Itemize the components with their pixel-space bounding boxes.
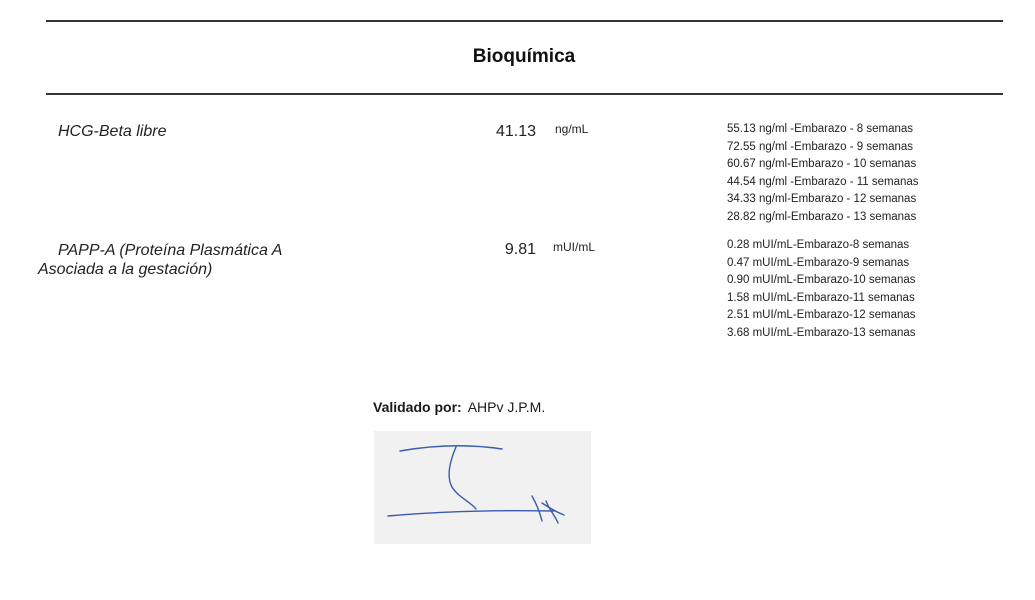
reference-line: 0.47 mUI/mL-Embarazo-9 semanas — [727, 256, 910, 269]
validation-block — [373, 399, 545, 415]
test-name-papp-a — [38, 241, 338, 279]
signature-image — [374, 431, 591, 544]
reference-line: 0.28 mUI/mL-Embarazo-8 semanas — [727, 239, 910, 251]
result-unit-papp-a: mUI/mL — [553, 240, 595, 254]
test-name-line: Asociada a la gestación) — [38, 261, 213, 278]
reference-line: 2.51 mUI/mL-Embarazo-12 semanas — [727, 309, 916, 321]
reference-line: 0.90 mUI/mL-Embarazo-10 semanas — [727, 274, 916, 286]
result-value-papp-a: 9.81 — [504, 241, 536, 258]
test-name-hcg: HCG-Beta libre — [58, 123, 167, 140]
reference-line: 44.54 ng/ml -Embarazo - 11 semanas — [727, 175, 919, 188]
reference-line: 3.68 mUI/mL-Embarazo-13 semanas — [727, 326, 916, 339]
reference-line: 28.82 ng/ml-Embarazo - 13 semanas — [727, 210, 917, 223]
test-name-line: PAPP-A (Proteína Plasmática A — [58, 242, 283, 259]
reference-range-hcg — [727, 121, 919, 226]
top-divider — [46, 20, 1003, 22]
reference-line: 72.55 ng/ml -Embarazo - 9 semanas — [727, 140, 914, 153]
header-divider — [46, 93, 1003, 95]
reference-line: 1.58 mUI/mL-Embarazo-11 semanas — [727, 291, 915, 304]
result-unit-hcg: ng/mL — [555, 122, 589, 136]
section-title: Bioquímica — [472, 46, 576, 67]
validated-by-label: Validado por: — [373, 399, 462, 415]
reference-line: 60.67 ng/ml-Embarazo - 10 semanas — [727, 158, 917, 170]
reference-line: 34.33 ng/ml-Embarazo - 12 semanas — [727, 193, 917, 205]
validator-name: AHPv J.P.M. — [467, 399, 546, 415]
reference-range-papp-a — [727, 237, 916, 342]
signature-drawing — [374, 431, 591, 544]
reference-line: 55.13 ng/ml -Embarazo - 8 semanas — [727, 123, 914, 135]
result-value-hcg: 41.13 — [495, 123, 536, 140]
